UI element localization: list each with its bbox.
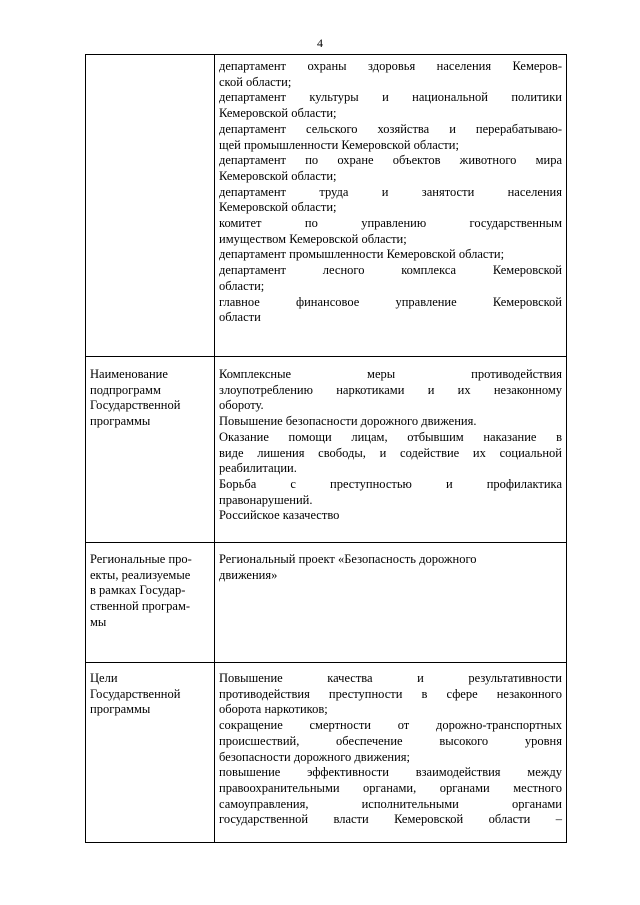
content-line: департамент лесного комплекса Кемеровской	[219, 263, 562, 278]
content-line: самоуправления, исполнительными органами	[219, 796, 562, 811]
content-line: Комплексные меры противодействия	[219, 367, 562, 381]
row-content	[219, 59, 562, 326]
table-row	[86, 663, 566, 842]
content-line: департамент по охране объектов животного мира	[219, 153, 562, 168]
label-line: программы	[90, 414, 151, 429]
table-row	[86, 55, 566, 357]
row-content	[219, 552, 562, 583]
content-line: происшествий, обеспечение высокого уровня	[219, 733, 562, 748]
content-line: щей промышленности Кемеровской области;	[219, 137, 459, 152]
row-label	[90, 671, 210, 718]
content-line: Оказание помощи лицам, отбывшим наказание в	[219, 429, 562, 444]
label-line: Наименование	[90, 367, 168, 381]
label-line: подпрограмм	[90, 382, 161, 397]
column-divider	[214, 357, 215, 542]
page-number: 4	[317, 36, 323, 50]
content-line: правоохранительными органами, органами местного	[219, 780, 562, 795]
content-line: главное финансовое управление Кемеровской	[219, 294, 562, 309]
content-line: области;	[219, 278, 265, 293]
label-line: Цели	[90, 671, 118, 685]
table-row	[86, 543, 566, 663]
content-line: обороту.	[219, 398, 264, 413]
content-line: противодействия преступности в сфере незаконного	[219, 686, 562, 701]
content-line: имуществом Кемеровской области;	[219, 231, 407, 246]
label-line: ственной програм-	[90, 599, 191, 614]
content-line: Региональный проект «Безопасность дорожного	[219, 552, 477, 566]
passport-table	[85, 54, 567, 843]
content-line: оборота наркотиков;	[219, 702, 328, 717]
content-line: Российское казачество	[219, 508, 340, 523]
content-line: движения»	[219, 567, 278, 582]
content-line: департамент сельского хозяйства и перерабатываю-	[219, 121, 562, 136]
content-line: Повышение качества и результативности	[219, 671, 562, 685]
label-line: мы	[90, 614, 107, 629]
content-line: правонарушений.	[219, 492, 313, 507]
content-line: Кемеровской области;	[219, 106, 337, 121]
label-line: Государственной	[90, 686, 181, 701]
content-line: сокращение смертности от дорожно-транспортных	[219, 718, 562, 733]
content-line: Борьба с преступностью и профилактика	[219, 476, 562, 491]
content-line: Кемеровской области;	[219, 168, 337, 183]
content-line: государственной власти Кемеровской области –	[219, 812, 562, 827]
content-line: безопасности дорожного движения;	[219, 749, 411, 764]
row-content	[219, 367, 562, 524]
label-line: в рамках Государ-	[90, 583, 186, 598]
label-line: Государственной	[90, 398, 181, 413]
row-label	[90, 367, 210, 430]
column-divider	[214, 543, 215, 662]
content-line: виде лишения свободы, и содействие их социальной	[219, 445, 562, 460]
content-line: злоупотреблению наркотиками и их незаконному	[219, 382, 562, 397]
column-divider	[214, 663, 215, 842]
column-divider	[214, 55, 215, 356]
content-line: реабилитации.	[219, 461, 297, 476]
content-line: комитет по управлению государственным	[219, 216, 562, 231]
label-line: Региональные про-	[90, 552, 192, 566]
content-line: ской области;	[219, 74, 292, 89]
content-line: департамент труда и занятости населения	[219, 184, 562, 199]
row-content	[219, 671, 562, 828]
row-label	[90, 552, 210, 631]
table-row	[86, 357, 566, 543]
content-line: Повышение безопасности дорожного движения.	[219, 414, 477, 429]
label-line: екты, реализуемые	[90, 567, 191, 582]
content-line: департамент охраны здоровья населения Кемеров-	[219, 59, 562, 73]
content-line: Кемеровской области;	[219, 200, 337, 215]
content-line: департамент промышленности Кемеровской области;	[219, 247, 505, 262]
label-line: программы	[90, 702, 151, 717]
content-line: области	[219, 310, 261, 325]
content-line: департамент культуры и национальной политики	[219, 90, 562, 105]
content-line: повышение эффективности взаимодействия между	[219, 765, 562, 780]
